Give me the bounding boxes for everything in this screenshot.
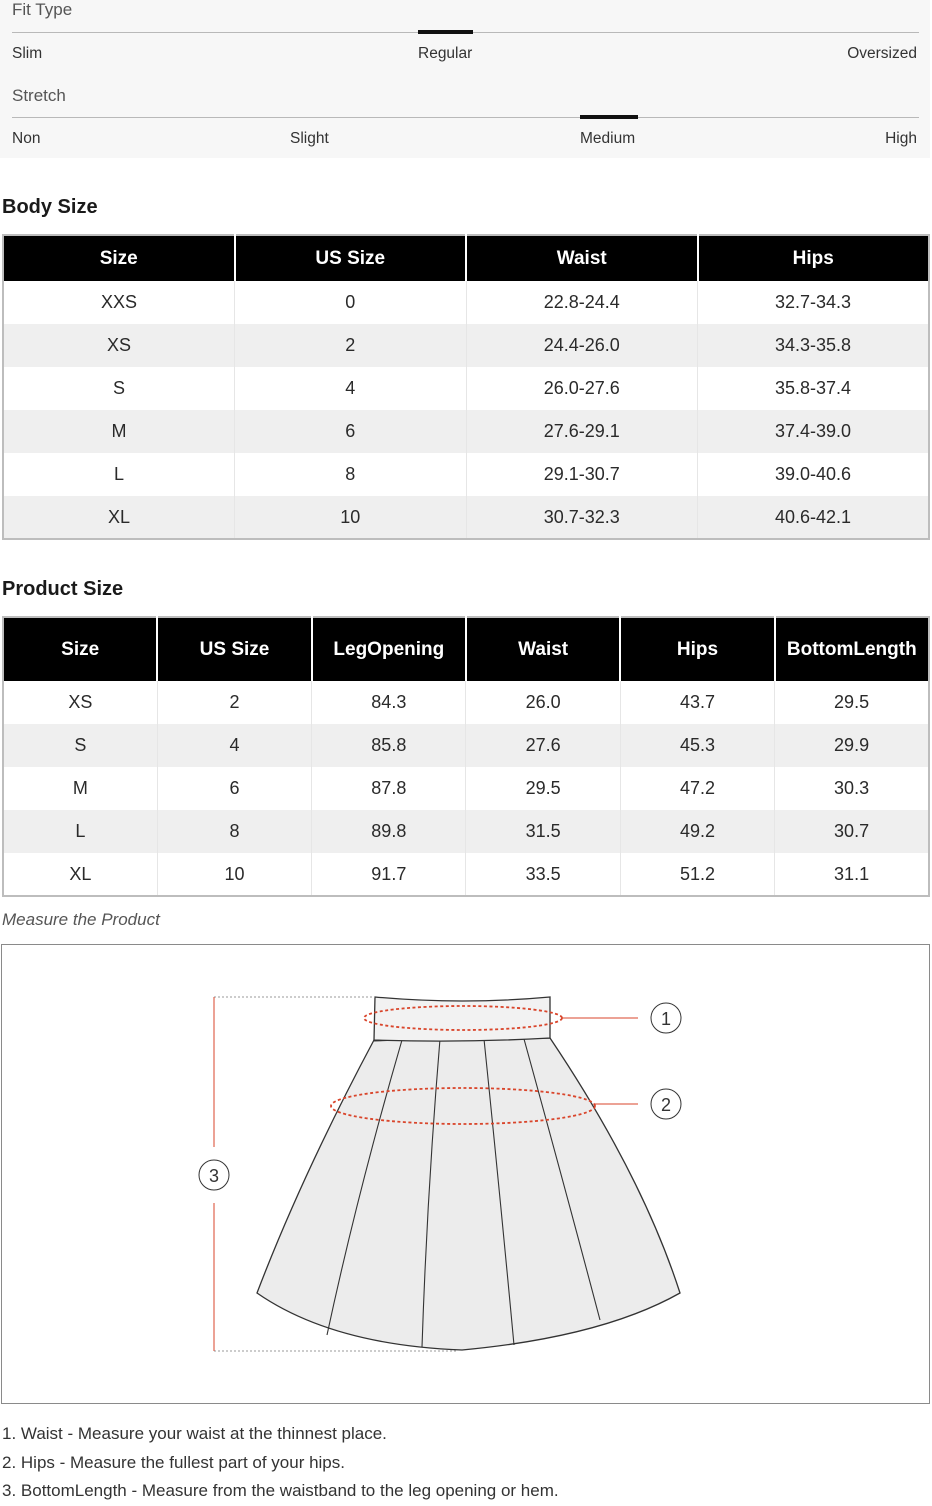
fit-type-option-oversized: Oversized <box>847 45 917 62</box>
table-cell: XS <box>3 681 157 724</box>
fit-type-title: Fit Type <box>12 0 73 19</box>
table-cell: S <box>3 724 157 767</box>
stretch-selected-marker <box>580 115 638 119</box>
table-row <box>3 410 929 453</box>
table-cell: 2 <box>157 681 311 724</box>
table-cell: L <box>3 453 235 496</box>
table-row <box>3 453 929 496</box>
table-cell: 35.8-37.4 <box>774 378 852 398</box>
table-cell: 40.6-42.1 <box>698 496 930 539</box>
table-cell: 30.7-32.3 <box>466 496 698 539</box>
table-row <box>3 367 929 410</box>
table-cell: XS <box>3 324 235 367</box>
fit-type-option-regular: Regular <box>418 45 473 62</box>
table-cell: 4 <box>235 367 467 410</box>
table-cell: 6 <box>235 410 467 453</box>
table-row <box>3 281 929 324</box>
note-bottom-length: 3. BottomLength - Measure from the waistband to the leg opening or hem. <box>2 1481 559 1500</box>
table-row <box>3 324 929 367</box>
table-cell: 43.7 <box>620 681 774 724</box>
table-cell: 29.1-30.7 <box>466 453 698 496</box>
table-cell: 8 <box>157 810 311 853</box>
table-row <box>3 853 929 896</box>
note-hips: 2. Hips - Measure the fullest part of your hips. <box>2 1452 345 1472</box>
table-cell: 29.5 <box>466 767 620 810</box>
table-cell: 84.3 <box>312 681 466 724</box>
table-cell: 32.7-34.3 <box>774 292 852 312</box>
table-cell: 2 <box>235 324 467 367</box>
table-cell: 24.4-26.0 <box>466 324 698 367</box>
skirt-body <box>257 1038 680 1350</box>
marker-1-label: 1 <box>660 1009 672 1029</box>
table-cell: 6 <box>157 767 311 810</box>
table-cell: 33.5 <box>466 853 620 896</box>
column-header-us-size: US Size <box>157 617 311 681</box>
table-cell: 31.5 <box>466 810 620 853</box>
stretch-title: Stretch <box>12 86 66 105</box>
skirt-diagram-svg <box>2 945 929 1403</box>
measurement-notes <box>2 1420 559 1506</box>
note-waist: 1. Waist - Measure your waist at the thinnest place. <box>2 1424 387 1443</box>
fit-panel <box>0 0 930 158</box>
table-cell: 0 <box>235 281 467 324</box>
table-cell: 29.5 <box>834 692 870 712</box>
column-header-bottom-length: BottomLength <box>775 617 929 681</box>
stretch-option-medium: Medium <box>580 130 636 147</box>
column-header-waist: Waist <box>466 617 620 681</box>
column-header-hips: Hips <box>698 235 930 281</box>
marker-2-label: 2 <box>660 1095 672 1115</box>
table-header-row <box>3 235 929 281</box>
measure-caption: Measure the Product <box>2 910 160 929</box>
table-cell: M <box>3 410 235 453</box>
table-cell: 34.3-35.8 <box>698 324 930 367</box>
table-row <box>3 496 929 539</box>
stretch-option-non: Non <box>12 130 41 147</box>
table-cell: 87.8 <box>312 767 466 810</box>
stretch-scale-line <box>12 117 919 118</box>
table-cell: 26.0 <box>466 681 620 724</box>
product-size-table <box>2 616 930 897</box>
table-row <box>3 724 929 767</box>
table-cell: 39.0-40.6 <box>774 464 852 484</box>
table-cell: M <box>3 767 157 810</box>
stretch-option-high: High <box>885 130 917 147</box>
table-row <box>3 681 929 724</box>
table-cell: XL <box>3 496 235 539</box>
table-cell: 30.7 <box>775 810 929 853</box>
column-header-us-size: US Size <box>235 235 467 281</box>
table-cell: 10 <box>235 496 467 539</box>
table-cell: L <box>3 810 157 853</box>
fit-type-option-slim: Slim <box>12 45 43 62</box>
table-cell: 91.7 <box>312 853 466 896</box>
table-cell: S <box>3 367 235 410</box>
table-row <box>3 767 929 810</box>
measurement-diagram <box>1 944 930 1404</box>
skirt-waistband <box>374 997 550 1041</box>
column-header-hips: Hips <box>620 617 774 681</box>
table-cell: 26.0-27.6 <box>466 367 698 410</box>
column-header-size: Size <box>3 235 235 281</box>
table-cell: XL <box>3 853 157 896</box>
table-cell: 27.6-29.1 <box>466 410 698 453</box>
table-cell: 51.2 <box>620 853 774 896</box>
table-cell: 47.2 <box>620 767 774 810</box>
product-size-heading: Product Size <box>2 578 124 600</box>
marker-3-label: 3 <box>208 1166 220 1186</box>
table-cell: 10 <box>157 853 311 896</box>
table-cell: 22.8-24.4 <box>466 281 698 324</box>
table-cell: 45.3 <box>620 724 774 767</box>
table-cell: 30.3 <box>834 778 870 798</box>
table-cell: 37.4-39.0 <box>698 410 930 453</box>
column-header-size: Size <box>3 617 157 681</box>
table-cell: 4 <box>157 724 311 767</box>
table-cell: 49.2 <box>620 810 774 853</box>
table-cell: 29.9 <box>775 724 929 767</box>
body-size-table <box>2 234 930 540</box>
table-cell: 89.8 <box>312 810 466 853</box>
table-cell: 85.8 <box>312 724 466 767</box>
table-row <box>3 810 929 853</box>
fit-type-selected-marker <box>418 30 473 34</box>
body-size-heading: Body Size <box>2 196 98 218</box>
table-cell: XXS <box>3 281 235 324</box>
column-header-leg-opening: LegOpening <box>312 617 466 681</box>
column-header-waist: Waist <box>466 235 698 281</box>
stretch-option-slight: Slight <box>290 130 329 147</box>
table-cell: 31.1 <box>834 863 870 884</box>
table-header-row <box>3 617 929 681</box>
table-cell: 27.6 <box>466 724 620 767</box>
table-cell: 8 <box>235 453 467 496</box>
